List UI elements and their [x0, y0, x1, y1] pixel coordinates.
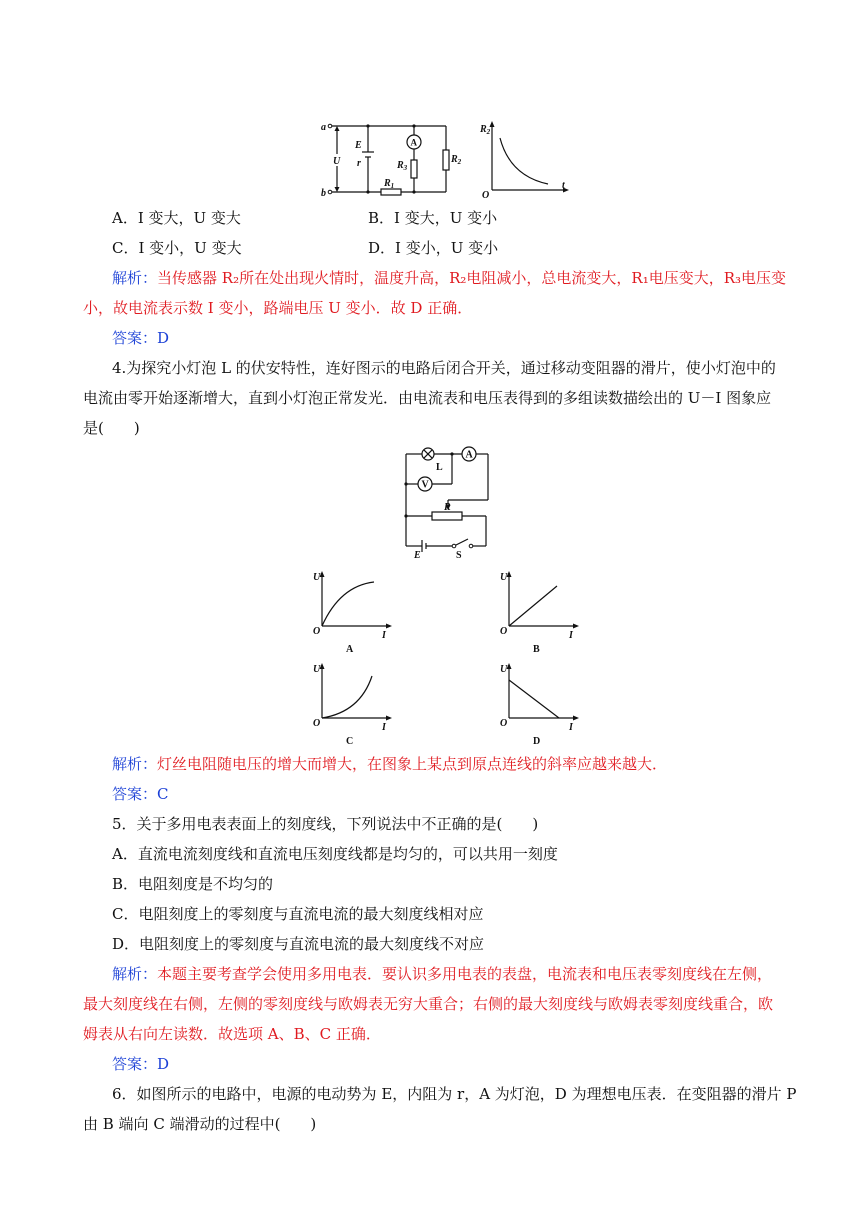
graph-b-caption: B — [533, 644, 540, 655]
q6-stem-line1: 6．如图所示的电路中，电源的电动势为 E，内阻为 r，A 为灯泡，D 为理想电压表．在变阻器的滑片 P — [112, 1085, 797, 1103]
q3-option-b: B．I 变大，U 变小 — [368, 209, 498, 227]
graph-d-decreasing-line — [509, 680, 559, 718]
terminal-b-label: b — [321, 188, 326, 199]
graph-b-x-label: I — [569, 630, 573, 641]
graph-d-caption: D — [533, 736, 541, 747]
graph-a-y-label: U — [313, 572, 321, 583]
q4-emf-label: E — [414, 550, 421, 560]
q4-graph-d — [497, 660, 579, 748]
graph-d-x-label: I — [569, 722, 573, 733]
graph-a-caption: A — [346, 644, 354, 655]
r1-label: $R_1$ — [384, 178, 395, 190]
graph-d-y-label: U — [500, 664, 508, 675]
q4-analysis: 解析：灯丝电阻随电压的增大而增大，在图象上某点到原点连线的斜率应越来越大． — [112, 755, 668, 773]
graph-c-caption: C — [346, 736, 354, 747]
terminal-a-label: a — [321, 122, 326, 133]
q5-option-c: C．电阻刻度上的零刻度与直流电流的最大刻度线相对应 — [112, 905, 484, 923]
graph-c-x-label: I — [382, 722, 386, 733]
q4-answer: 答案：C — [112, 785, 169, 803]
q5-analysis-line1: 解析：本题主要考查学会使用多用电表．要认识多用电表的表盘，电流表和电压表零刻度线在左侧， — [112, 965, 773, 983]
q3-r2-t-graph — [478, 118, 570, 200]
analysis-label: 解析： — [112, 269, 158, 287]
graph-a-origin: O — [313, 626, 321, 637]
q5-analysis-line2: 最大刻度线在右侧，左侧的零刻度线与欧姆表无穷大重合；右侧的最大刻度线与欧姆表零刻度线重合，欧 — [83, 995, 774, 1013]
q5-option-d: D．电阻刻度上的零刻度与直流电流的最大刻度线不对应 — [112, 935, 485, 953]
r3-label: $R_3$ — [397, 160, 408, 172]
r2-label: $R_2$ — [451, 154, 462, 166]
q4-rheostat-label: R — [444, 502, 451, 513]
q3-answer: 答案：D — [112, 329, 170, 347]
q5-stem: 5．关于多用电表表面上的刻度线，下列说法中不正确的是( ) — [112, 815, 539, 833]
q3-circuit-diagram — [318, 118, 468, 200]
q4-graph-c — [310, 660, 392, 748]
analysis-label: 解析： — [112, 755, 158, 773]
q5-answer: 答案：D — [112, 1055, 170, 1073]
analysis-label: 解析： — [112, 965, 158, 983]
graph-c-y-label: U — [313, 664, 321, 675]
q4-voltmeter-label: V — [421, 479, 429, 491]
emf-e-label: E — [355, 140, 362, 151]
q4-switch-label: S — [456, 550, 462, 560]
q4-graph-b — [497, 568, 579, 656]
q4-stem-line2: 电流由零开始逐渐增大，直到小灯泡正常发光．由电流表和电压表得到的多组读数描绘出的 U－I 图象应 — [83, 389, 772, 407]
q4-circuit-diagram — [396, 444, 496, 560]
q3-option-a: A．I 变大，U 变大 — [112, 209, 241, 227]
q5-analysis-line3: 姆表从右向左读数．故选项 A、B、C 正确． — [83, 1025, 381, 1043]
ammeter-a-label: A — [410, 137, 417, 148]
q4-graph-a — [310, 568, 392, 656]
graph-y-label: $R_2$ — [480, 124, 491, 136]
graph-b-y-label: U — [500, 572, 508, 583]
q3-analysis-line1: 解析：当传感器 R₂所在处出现火情时，温度升高，R₂电阻减小，总电流变大，R₁电压变大，R₃电压变 — [112, 269, 787, 287]
q3-option-c: C．I 变小，U 变大 — [112, 239, 242, 257]
voltage-u-label: U — [333, 156, 341, 167]
graph-b-straight-line — [509, 586, 557, 626]
graph-origin-label: O — [482, 190, 490, 200]
graph-c-convex-curve — [322, 676, 372, 718]
q4-lamp-label: L — [436, 462, 443, 473]
graph-c-origin: O — [313, 718, 321, 729]
q4-ammeter-label: A — [465, 449, 473, 461]
internal-r-label: r — [357, 158, 361, 169]
r2-decreasing-curve — [500, 138, 548, 184]
q5-option-b: B．电阻刻度是不均匀的 — [112, 875, 274, 893]
q4-stem-line1: 4.为探究小灯泡 L 的伏安特性，连好图示的电路后闭合开关，通过移动变阻器的滑片，使小灯泡中的 — [112, 359, 776, 377]
q3-option-d: D．I 变小，U 变小 — [368, 239, 499, 257]
q6-stem-line2: 由 B 端向 C 端滑动的过程中( ) — [83, 1115, 317, 1133]
graph-x-label: t — [562, 180, 565, 191]
q4-stem-line3: 是( ) — [83, 419, 140, 437]
graph-b-origin: O — [500, 626, 508, 637]
graph-a-concave-curve — [322, 582, 374, 626]
q5-option-a: A．直流电流刻度线和直流电压刻度线都是均匀的，可以共用一刻度 — [112, 845, 558, 863]
graph-a-x-label: I — [382, 630, 386, 641]
graph-d-origin: O — [500, 718, 508, 729]
q3-analysis-line2: 小，故电流表示数 I 变小，路端电压 U 变小．故 D 正确． — [83, 299, 473, 317]
